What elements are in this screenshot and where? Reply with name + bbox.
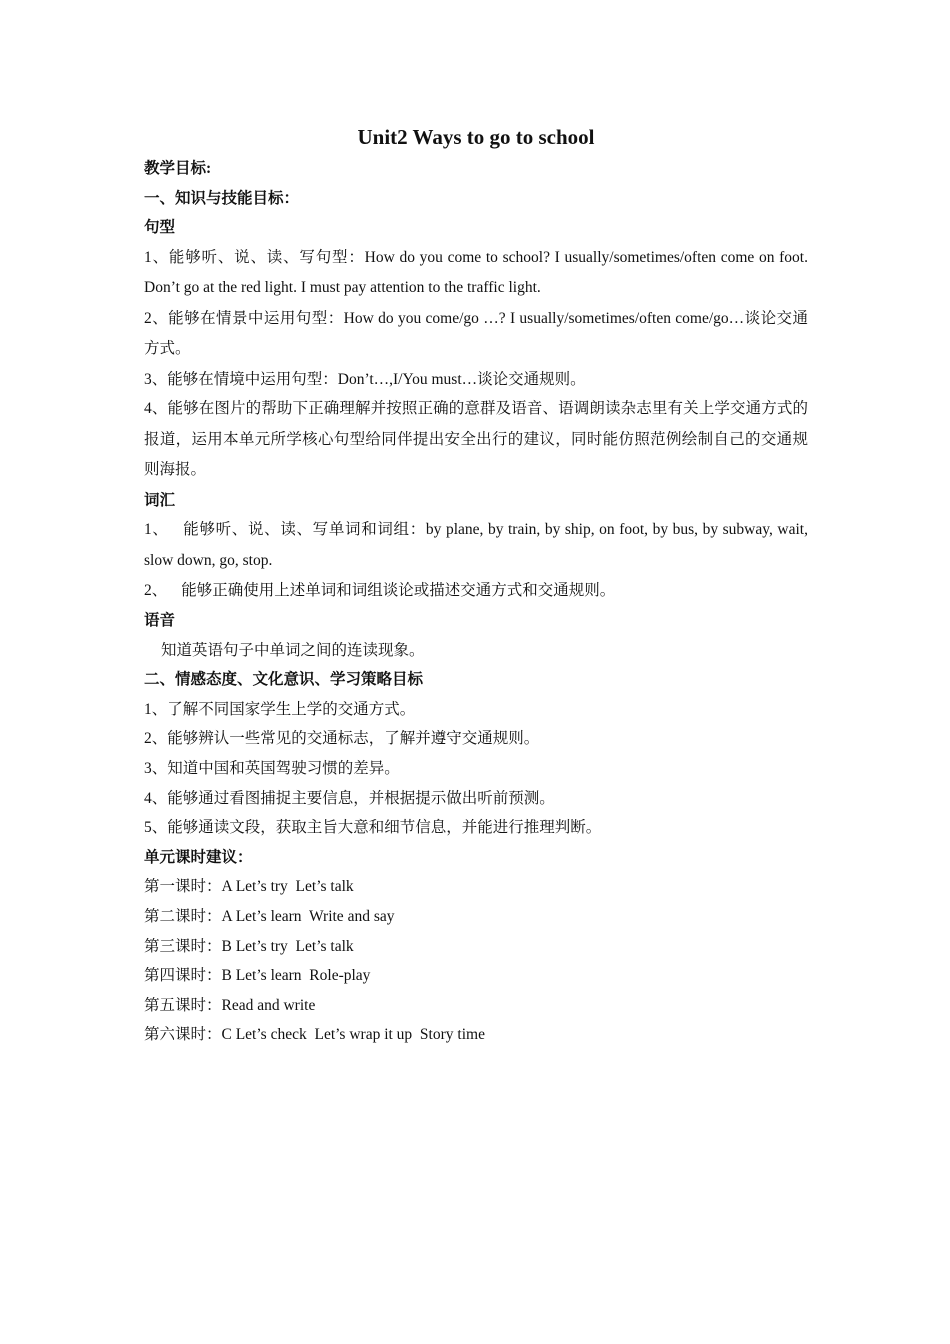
sentence-goal-1: 1、能够听、说、读、写句型：How do you come to school? I usually/sometimes/often come on foot. Don’t go at the red light. I must pay attention to the traffic light. <box>144 248 808 297</box>
vocab-goal-2-number: 2、 <box>144 582 168 600</box>
vocab-goal-1-number: 1、 <box>144 521 169 539</box>
sentence-goal-3: 3、能够在情境中运用句型：Don’t…,I/You must…谈论交通规则。 <box>144 370 586 388</box>
document-body <box>144 122 808 1050</box>
affective-goal-5: 5、能够通读文段，获取主旨大意和细节信息，并能进行推理判断。 <box>144 819 602 837</box>
affective-goal-3: 3、知道中国和英国驾驶习惯的差异。 <box>144 760 400 778</box>
vocab-goal-2 <box>144 576 808 606</box>
lesson-2: 第二课时：A Let’s learn Write and say <box>144 908 395 925</box>
heading-lesson-schedule: 单元课时建议： <box>144 848 253 866</box>
phonics-goal: 知道英语句子中单词之间的连读现象。 <box>161 641 425 659</box>
lesson-4: 第四课时：B Let’s learn Role-play <box>144 967 371 985</box>
lesson-3: 第三课时：B Let’s try Let’s talk <box>144 937 354 955</box>
vocab-goal-1-text: 能够听、说、读、写单词和词组：by plane, by train, by ship, on foot, by bus, by subway, wait, slow down, go, stop. <box>144 521 808 569</box>
heading-affective-goals: 二、情感态度、文化意识、学习策略目标 <box>144 671 424 689</box>
heading-teaching-goals: 教学目标: <box>144 160 212 177</box>
vocab-goal-2-text: 能够正确使用上述单词和词组谈论或描述交通方式和交通规则。 <box>181 582 616 600</box>
sentence-goal-4: 4、能够在图片的帮助下正确理解并按照正确的意群及语音、语调朗读杂志里有关上学交通方式的报道，运用本单元所学核心句型给同伴提出安全出行的建议，同时能仿照范例绘制自己的交通规则海报。 <box>144 400 808 479</box>
affective-goal-1: 1、了解不同国家学生上学的交通方式。 <box>144 700 416 718</box>
heading-phonics: 语音 <box>144 612 176 630</box>
sentence-goal-2: 2、能够在情景中运用句型：How do you come/go …? I usually/sometimes/often come/go…谈论交通方式。 <box>144 309 808 358</box>
affective-goal-4: 4、能够通过看图捕捉主要信息，并根据提示做出听前预测。 <box>144 789 555 807</box>
document-title: Unit2 Ways to go to school <box>357 125 595 149</box>
heading-vocabulary: 词汇 <box>144 491 176 509</box>
lesson-1: 第一课时：A Let’s try Let’s talk <box>144 878 354 896</box>
lesson-6: 第六课时：C Let’s check Let’s wrap it up Story time <box>144 1026 485 1044</box>
affective-goal-2: 2、能够辨认一些常见的交通标志，了解并遵守交通规则。 <box>144 730 540 748</box>
heading-knowledge-skills: 一、知识与技能目标： <box>144 189 300 207</box>
vocab-goal-1 <box>144 515 808 576</box>
heading-sentence-patterns: 句型 <box>144 219 176 237</box>
lesson-5: 第五课时：Read and write <box>144 996 316 1014</box>
